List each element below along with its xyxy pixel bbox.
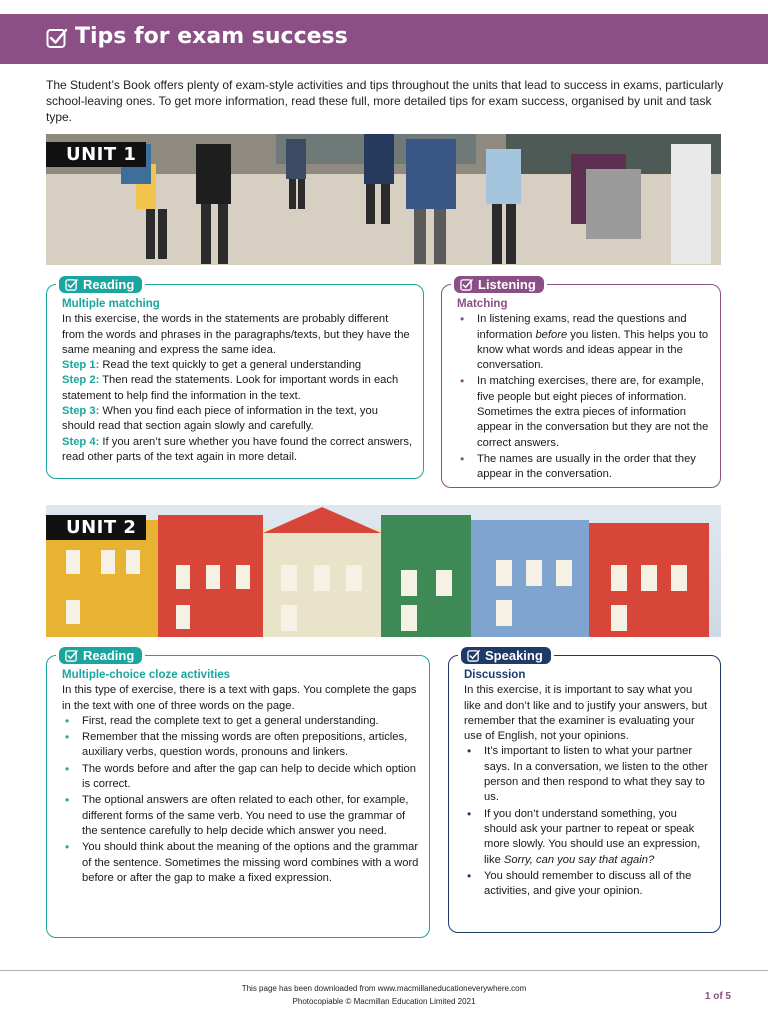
unit2-label: UNIT 2 [46,515,146,540]
colorful-houses-illustration [46,505,721,637]
speaking-tag [461,647,551,664]
list-item: • It’s important to listen to what your partner says. In a conversation, we listen to the other person and then respond to what they say to us. [464,744,710,805]
list-item: • First, read the complete text to get a general understanding. [62,714,419,729]
footer [0,982,768,1008]
list-item: • The optional answers are often related to each other, for example, different forms of the same verb. You need to use the grammar of the sentence carefully to help decide which answer you need. [62,793,419,839]
unit1-reading-box [46,277,424,479]
list-item: • In listening exams, read the questions and information before you listen. This helps you to know what words and ideas appear in the conversation. [457,312,710,373]
bullet-list [62,714,419,886]
section-paragraph: In this exercise, the words in the statements are probably different from the words and phrases in the paragraphs/texts, but they have the same meaning and express the same idea. [62,313,410,356]
step-text: Then read the statements. Look for important words in each statement to help find the information in the text. [62,374,399,402]
section-paragraph: In this exercise, it is important to say what you like and don’t like and to justify your answers, but remember that the examiner is evaluating your use of English, not your opinions. [464,684,708,743]
listening-tag [454,276,544,293]
unit1-label: UNIT 1 [46,142,146,167]
checkbox-tick-icon [467,649,480,662]
step-item [62,358,413,373]
list-item: • You should remember to discuss all of the activities, and give your opinion. [464,869,710,900]
checkbox-tick-icon [65,649,78,662]
unit2-speaking-box [448,648,721,933]
list-item: • The words before and after the gap can help to decide which option is correct. [62,762,419,793]
speaking-tag-label: Speaking [485,648,543,663]
section-subtitle: Multiple-choice cloze activities [62,669,231,681]
step-text: Read the text quickly to get a general understanding [99,359,362,372]
step-text: When you find each piece of information in the text, you should read that section again slowly and carefully. [62,405,378,433]
section-paragraph: In this type of exercise, there is a text with gaps. You complete the gaps in the text with one of three words on the page. [62,684,417,712]
unit1-photo-students [46,134,721,265]
unit2-photo-houses [46,505,721,637]
students-walking-illustration [46,134,721,265]
step-label: Step 3: [62,405,100,418]
unit1-listening-box [441,277,721,488]
list-item: • Remember that the missing words are often prepositions, articles, auxiliary verbs, question words, pronouns and linkers. [62,730,419,761]
step-label: Step 1: [62,359,100,372]
section-subtitle: Multiple matching [62,298,160,310]
page-title: Tips for exam success [75,24,348,49]
bullet-list [464,744,710,899]
footer-divider [0,970,768,971]
step-label: Step 4: [62,435,100,448]
list-item: • The names are usually in the order that they appear in the conversation. [457,452,710,483]
page-header [0,14,768,64]
step-text: If you aren’t sure whether you have found the correct answers, read other parts of the text again in more detail. [62,435,413,463]
unit2-reading-box [46,648,430,938]
footer-download-note: This page has been downloaded from www.macmillaneducationeverywhere.com [241,984,527,993]
checkbox-tick-icon [460,278,473,291]
intro-paragraph: The Student’s Book offers plenty of exam-style activities and tips throughout the units that lead to success in exams, particularly school-leaving ones. To get more information, read these full, more detailed tips for exam success, organised by unit and task type. [46,78,724,124]
bullet-list [457,312,710,482]
reading-tag [59,647,142,664]
reading-tag-label: Reading [83,277,135,292]
list-item: • You should think about the meaning of the options and the grammar of the sentence. Sometimes the missing word combines with a word before or after the gap to make a fixed expression. [62,840,419,886]
step-item [62,404,413,435]
section-subtitle: Matching [457,298,508,310]
section-subtitle: Discussion [464,669,526,681]
step-item [62,373,413,404]
list-item: • In matching exercises, there are, for example, five people but eight pieces of information. Sometimes the extra pieces of information appear in the conversation but they are not the correct answers. [457,374,710,450]
step-label: Step 2: [62,374,100,387]
step-item [62,435,413,466]
reading-tag [59,276,142,293]
reading-tag-label: Reading [83,648,135,663]
list-item: • If you don’t understand something, you should ask your partner to repeat or speak more slowly. You should use an expression, like Sorry, can you say that again? [464,807,710,868]
checkbox-tick-icon [46,27,68,49]
checkbox-tick-icon [65,278,78,291]
listening-tag-label: Listening [478,277,536,292]
footer-copyright: Photocopiable © Macmillan Education Limited 2021 [292,997,476,1006]
page-number: 1 of 5 [704,991,731,1002]
